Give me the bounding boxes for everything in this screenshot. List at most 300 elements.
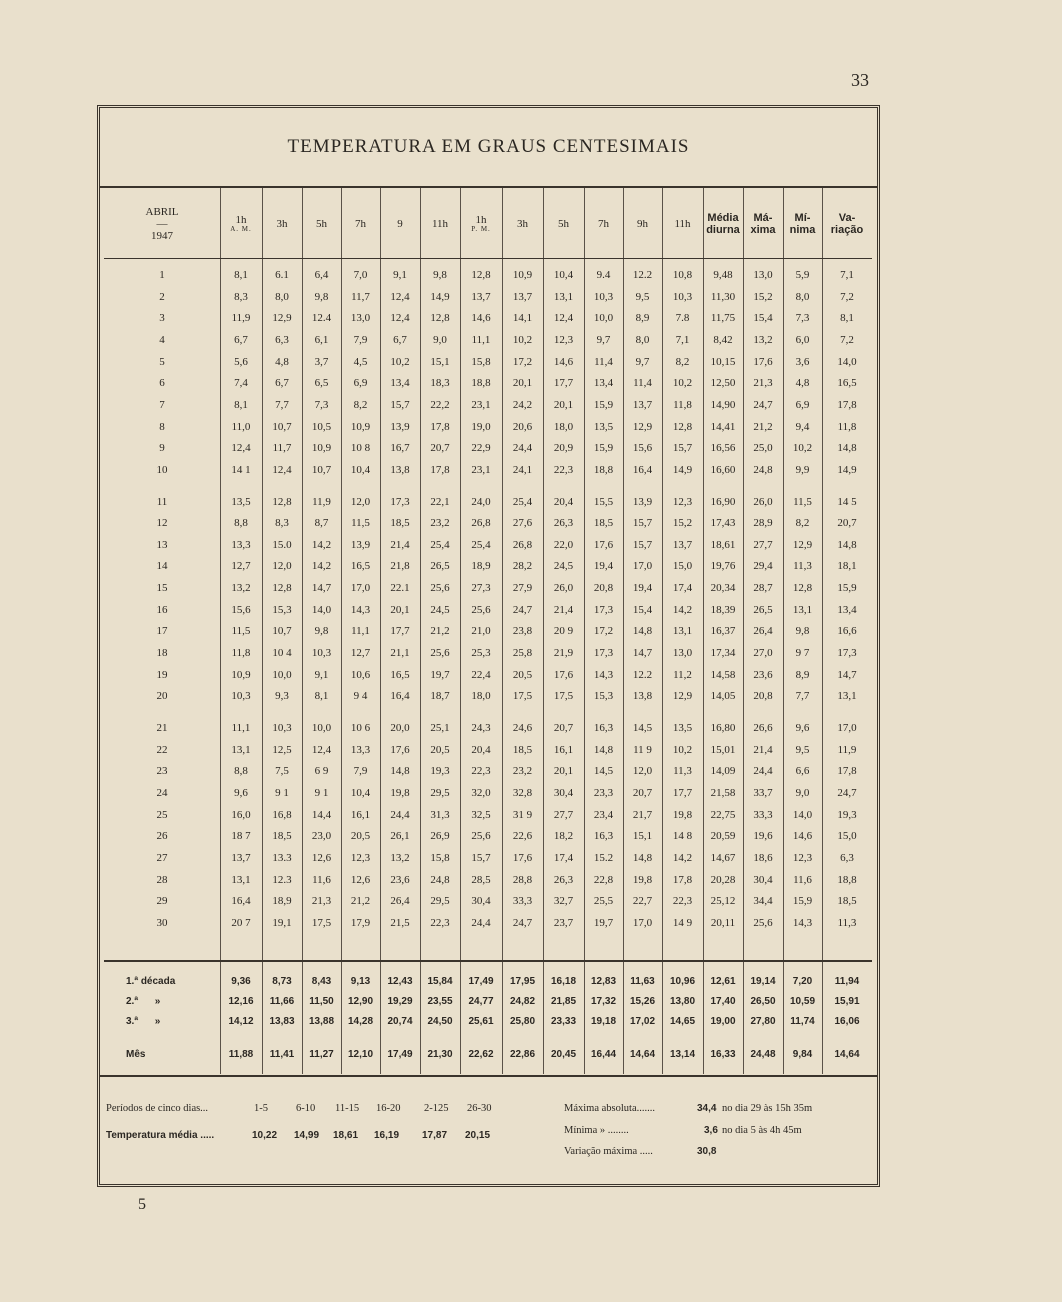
table-cell: 20,7: [837, 517, 857, 530]
day-label: 4: [159, 333, 165, 346]
summary-cell: 25,61: [468, 1016, 494, 1027]
period-mean-value: 20,15: [465, 1130, 491, 1141]
page-number: 33: [851, 70, 869, 90]
day-label: 24: [156, 786, 168, 799]
table-cell: 11,8: [837, 420, 857, 433]
table-cell: 23,6: [753, 668, 773, 681]
table-cell: 19,8: [390, 786, 410, 799]
column-header-label: 3h: [276, 217, 288, 230]
table-cell: 21,3: [753, 377, 773, 390]
table-cell: 8,1: [234, 269, 248, 281]
table-cell: 18,5: [272, 830, 292, 843]
day-label: 23: [156, 765, 168, 778]
table-cell: 18,9: [272, 895, 292, 908]
table-cell: 29,4: [753, 560, 773, 573]
table-cell: 17,2: [593, 625, 614, 638]
table-cell: 27,0: [753, 647, 773, 660]
table-cell: 15,8: [471, 355, 491, 368]
table-cell: 4,5: [353, 355, 368, 368]
table-cell: 23,8: [512, 625, 533, 638]
table-cell: 10,9: [512, 269, 533, 281]
table-cell: 12,3: [672, 495, 693, 508]
table-cell: 6.1: [275, 269, 289, 281]
table-cell: 15,7: [390, 398, 410, 411]
day-label: 10: [156, 463, 168, 476]
table-cell: 26,8: [471, 517, 491, 530]
table-cell: 7,0: [353, 269, 368, 281]
table-cell: 20,7: [430, 442, 450, 455]
table-cell: 19,1: [272, 916, 292, 929]
summary-cell: 15,26: [629, 996, 656, 1007]
summary-cell: 13,83: [269, 1016, 295, 1027]
summary-cell: 9,36: [231, 976, 251, 987]
table-cell: 18,8: [593, 463, 614, 476]
table-cell: 20,7: [553, 722, 574, 734]
table-cell: 20,8: [593, 582, 614, 595]
table-cell: 23,6: [390, 873, 410, 886]
table-cell: 32,8: [512, 786, 533, 799]
table-cell: 10,3: [672, 290, 693, 303]
period-range: 11-15: [335, 1103, 360, 1114]
table-cell: 8,9: [635, 312, 650, 325]
table-cell: 23,2: [512, 765, 533, 778]
table-cell: 25,1: [430, 722, 450, 734]
period-mean-value: 17,87: [422, 1130, 448, 1141]
table-cell: 16,4: [390, 690, 410, 703]
table-cell: 7,3: [795, 312, 810, 325]
table-cell: 12,5: [272, 743, 292, 756]
table-cell: 13,2: [753, 333, 773, 346]
day-label: 3: [159, 312, 165, 325]
table-cell: 8,8: [234, 765, 248, 778]
table-cell: 18,0: [553, 420, 574, 433]
table-cell: 15,9: [593, 442, 614, 455]
table-cell: 15,9: [792, 895, 813, 908]
table-cell: 16,60: [710, 463, 736, 476]
table-cell: 22,2: [430, 398, 450, 411]
table-cell: 11,3: [837, 916, 857, 929]
table-cell: 10,5: [311, 420, 332, 433]
table-cell: 21,0: [471, 625, 491, 638]
table-cell: 30,4: [553, 786, 574, 799]
table-cell: 13,7: [471, 290, 491, 303]
table-cell: 12,6: [311, 851, 332, 864]
table-cell: 12,8: [272, 495, 292, 508]
table-cell: 14,41: [710, 420, 736, 433]
table-cell: 12,7: [231, 560, 251, 573]
table-cell: 22,3: [553, 463, 574, 476]
table-cell: 12.2: [632, 668, 653, 681]
table-cell: 14,3: [350, 603, 371, 616]
table-cell: 10,2: [672, 377, 693, 390]
table-cell: 13,1: [792, 603, 813, 616]
table-cell: 8,8: [234, 517, 248, 530]
table-cell: 25,6: [430, 647, 450, 660]
table-cell: 10,8: [672, 269, 693, 281]
table-cell: 9,48: [713, 269, 733, 281]
table-cell: 18,5: [390, 517, 410, 530]
table-cell: 24,4: [471, 916, 491, 929]
table-cell: 9 1: [275, 786, 289, 799]
table-cell: 9,5: [795, 743, 810, 756]
table-cell: 16,4: [231, 895, 251, 908]
table-cell: 26,0: [553, 582, 574, 595]
summary-cell: 7,20: [792, 976, 813, 987]
table-cell: 15,0: [672, 560, 693, 573]
table-cell: 10,3: [231, 690, 251, 703]
table-cell: 12,7: [350, 647, 371, 660]
table-cell: 10 4: [272, 647, 292, 660]
summary-cell: 12,43: [387, 976, 413, 987]
table-cell: 21,2: [430, 625, 450, 638]
table-cell: 13,1: [553, 290, 574, 303]
day-label: 14: [156, 560, 168, 573]
table-cell: 11,5: [351, 517, 370, 530]
table-cell: 34,4: [753, 895, 773, 908]
summary-cell: 11,74: [790, 1016, 815, 1027]
column-header-sub: P. M.: [471, 225, 491, 234]
table-cell: 14,5: [593, 765, 614, 778]
table-cell: 6,5: [314, 377, 329, 390]
summary-cell: 20,45: [550, 1049, 577, 1060]
table-cell: 7,9: [353, 765, 368, 778]
table-cell: 12,4: [553, 312, 574, 325]
table-cell: 13,1: [837, 690, 857, 703]
table-cell: 18,3: [430, 377, 450, 390]
table-cell: 22,4: [471, 668, 491, 681]
table-cell: 14,5: [632, 722, 653, 734]
table-cell: 15,7: [632, 538, 653, 551]
table-cell: 18,5: [837, 895, 857, 908]
summary-cell: 10,96: [669, 976, 696, 987]
table-cell: 10,2: [672, 743, 693, 756]
table-cell: 6,3: [275, 333, 289, 346]
column-header-label: 1h: [475, 214, 487, 227]
summary-cell: 19,18: [590, 1016, 617, 1027]
day-label: 25: [156, 808, 168, 821]
table-cell: 11,8: [673, 398, 692, 411]
period-mean-value: 16,19: [374, 1130, 400, 1141]
table-cell: 8,9: [795, 668, 810, 681]
table-cell: 24,0: [471, 495, 491, 508]
table-cell: 25,4: [430, 538, 450, 551]
table-cell: 11,1: [351, 625, 370, 638]
day-label: 21: [156, 722, 168, 734]
table-cell: 25,6: [471, 603, 491, 616]
table-cell: 15,9: [837, 582, 857, 595]
column-header-label: Mí- nima: [789, 211, 816, 236]
table-cell: 24,6: [512, 722, 533, 734]
table-cell: 16,37: [710, 625, 736, 638]
column-header: [703, 190, 743, 258]
table-cell: 13,5: [231, 495, 251, 508]
table-cell: 13,4: [390, 377, 410, 390]
column-header: [104, 190, 220, 258]
day-label: 7: [159, 398, 165, 411]
table-cell: 26,3: [553, 517, 574, 530]
table-cell: 10,3: [311, 647, 332, 660]
table-cell: 32,7: [553, 895, 574, 908]
table-cell: 10,2: [390, 355, 410, 368]
day-label: 2: [159, 290, 165, 303]
table-cell: 16,0: [231, 808, 251, 821]
table-cell: 16,80: [710, 722, 736, 734]
table-cell: 15,8: [430, 851, 450, 864]
day-label: 27: [156, 851, 168, 864]
table-cell: 6,0: [795, 333, 810, 346]
table-cell: 23,0: [311, 830, 332, 843]
table-cell: 25,6: [430, 582, 450, 595]
table-cell: 9,3: [275, 690, 289, 703]
table-cell: 7,2: [840, 333, 854, 346]
table-cell: 14,6: [553, 355, 574, 368]
summary-cell: 12,83: [590, 976, 617, 987]
summary-cell: 19,00: [710, 1016, 736, 1027]
summary-cell: 24,77: [468, 996, 494, 1007]
table-cell: 20,34: [710, 582, 736, 595]
table-cell: 24,5: [430, 603, 450, 616]
table-cell: 10 6: [350, 722, 371, 734]
table-cell: 26,4: [753, 625, 773, 638]
table-cell: 18,9: [471, 560, 491, 573]
table-cell: 15,7: [471, 851, 491, 864]
table-cell: 25,5: [593, 895, 614, 908]
table-cell: 19,3: [837, 808, 857, 821]
table-cell: 14,6: [471, 312, 491, 325]
table-cell: 13,1: [672, 625, 693, 638]
day-label: 6: [159, 377, 165, 390]
table-cell: 12,4: [311, 743, 332, 756]
table-cell: 19,4: [632, 582, 653, 595]
table-cell: 10 8: [350, 442, 371, 455]
table-cell: 10,3: [593, 290, 614, 303]
table-cell: 33,3: [512, 895, 533, 908]
table-cell: 22.1: [390, 582, 410, 595]
table-cell: 17,6: [753, 355, 773, 368]
table-cell: 17,8: [430, 463, 450, 476]
table-cell: 11,7: [351, 290, 370, 303]
table-cell: 8,42: [713, 333, 733, 346]
table-cell: 24,5: [553, 560, 574, 573]
table-cell: 15,1: [430, 355, 450, 368]
table-cell: 9,6: [234, 786, 248, 799]
table-cell: 21,4: [390, 538, 410, 551]
table-cell: 17,3: [593, 603, 614, 616]
table-cell: 24,1: [512, 463, 533, 476]
table-cell: 14,1: [512, 312, 533, 325]
table-cell: 12,4: [231, 442, 251, 455]
table-cell: 21,2: [350, 895, 371, 908]
table-cell: 20,7: [632, 786, 653, 799]
summary-bottom-rule: [100, 1075, 877, 1077]
day-label: 13: [156, 538, 168, 551]
table-cell: 19,8: [632, 873, 653, 886]
table-cell: 6,4: [314, 269, 329, 281]
table-cell: 14 9: [672, 916, 693, 929]
table-cell: 21,1: [390, 647, 410, 660]
table-cell: 16,56: [710, 442, 736, 455]
table-cell: 20,6: [512, 420, 533, 433]
table-cell: 19,4: [593, 560, 614, 573]
summary-cell: 12,16: [228, 996, 254, 1007]
table-cell: 17,6: [593, 538, 614, 551]
table-cell: 7,1: [675, 333, 690, 346]
table-cell: 12,8: [672, 420, 693, 433]
table-cell: 9,5: [635, 290, 650, 303]
table-cell: 11,6: [312, 873, 331, 886]
table-cell: 14,09: [710, 765, 736, 778]
table-cell: 7,9: [353, 333, 368, 346]
summary-cell: 27,80: [750, 1016, 776, 1027]
column-header: [783, 190, 822, 258]
table-cell: 12,9: [632, 420, 653, 433]
table-cell: 16,1: [350, 808, 371, 821]
table-cell: 15,01: [710, 743, 736, 756]
table-cell: 14,4: [311, 808, 332, 821]
table-cell: 23,3: [593, 786, 614, 799]
table-cell: 11,30: [710, 290, 736, 303]
table-cell: 15,7: [632, 517, 653, 530]
table-cell: 13,8: [390, 463, 410, 476]
day-label: 16: [156, 603, 168, 616]
day-label: 1: [159, 269, 165, 281]
table-cell: 13,5: [672, 722, 693, 734]
table-cell: 18,8: [471, 377, 491, 390]
table-cell: 20,1: [512, 377, 533, 390]
table-cell: 11,1: [471, 333, 491, 346]
table-cell: 12,3: [350, 851, 371, 864]
table-cell: 17,5: [311, 916, 332, 929]
max-absolute-detail: no dia 29 às 15h 35m: [722, 1103, 813, 1114]
table-cell: 7,2: [840, 290, 854, 303]
table-cell: 14,0: [837, 355, 857, 368]
table-cell: 14 5: [837, 495, 857, 508]
table-cell: 25,6: [753, 916, 773, 929]
summary-cell: 11,94: [834, 976, 860, 987]
summary-cell: 11,50: [309, 996, 334, 1007]
column-header-label: 11h: [431, 217, 449, 230]
table-cell: 23,4: [593, 808, 614, 821]
table-cell: 27,3: [471, 582, 491, 595]
table-cell: 17,6: [553, 668, 574, 681]
table-cell: 12,9: [792, 538, 813, 551]
summary-cell: 11,63: [630, 976, 655, 987]
table-cell: 7,1: [840, 269, 854, 281]
table-cell: 25,0: [753, 442, 773, 455]
table-cell: 14,05: [710, 690, 736, 703]
period-range: 16-20: [376, 1103, 401, 1114]
table-cell: 26,8: [512, 538, 533, 551]
table-cell: 28,5: [471, 873, 491, 886]
summary-cell: 12,90: [347, 996, 374, 1007]
table-cell: 10,0: [272, 668, 292, 681]
table-cell: 18,5: [512, 743, 533, 756]
table-cell: 20,5: [350, 830, 371, 843]
table-cell: 13,9: [350, 538, 371, 551]
table-cell: 12,50: [710, 377, 736, 390]
table-cell: 11 9: [633, 743, 652, 756]
table-cell: 19,7: [593, 916, 614, 929]
table-cell: 12,8: [792, 582, 813, 595]
table-cell: 17,3: [390, 495, 410, 508]
column-header: [584, 190, 623, 258]
min-absolute-detail: no dia 5 às 4h 45m: [722, 1125, 802, 1136]
summary-cell: 16,18: [550, 976, 577, 987]
summary-label: 2.ª »: [126, 996, 161, 1007]
table-cell: 14,0: [311, 603, 332, 616]
table-cell: 14,7: [311, 582, 332, 595]
table-cell: 3,6: [795, 355, 810, 368]
table-cell: 23,2: [430, 517, 450, 530]
table-cell: 15,3: [272, 603, 292, 616]
table-cell: 14,2: [672, 851, 693, 864]
table-cell: 21,2: [753, 420, 773, 433]
table-cell: 17,3: [593, 647, 614, 660]
table-cell: 10,3: [272, 722, 292, 734]
table-cell: 12,4: [390, 312, 410, 325]
summary-cell: 20,74: [387, 1016, 413, 1027]
summary-cell: 19,14: [750, 976, 776, 987]
table-cell: 9,8: [314, 625, 329, 638]
table-cell: 24,8: [753, 463, 773, 476]
summary-cell: 8,43: [311, 976, 332, 987]
column-header-label: 7h: [355, 217, 366, 230]
table-cell: 17,7: [672, 786, 693, 799]
table-cell: 10,4: [350, 463, 371, 476]
table-cell: 18,1: [837, 560, 857, 573]
footer-number: 5: [138, 1196, 146, 1213]
table-cell: 13,0: [350, 312, 371, 325]
table-cell: 16,3: [593, 830, 614, 843]
day-label: 5: [159, 355, 165, 368]
table-cell: 15,2: [672, 517, 693, 530]
period-range: 26-30: [467, 1103, 492, 1114]
table-cell: 10,2: [792, 442, 813, 455]
table-cell: 13,0: [672, 647, 693, 660]
table-cell: 13,2: [231, 582, 251, 595]
summary-cell: 14,64: [834, 1049, 860, 1060]
table-cell: 17,0: [632, 560, 653, 573]
table-cell: 20,8: [753, 690, 773, 703]
table-cell: 8,2: [675, 355, 690, 368]
table-cell: 14,3: [593, 668, 614, 681]
table-cell: 14,8: [837, 442, 857, 455]
table-cell: 8,0: [275, 290, 289, 303]
period-mean-value: 18,61: [333, 1130, 359, 1141]
summary-cell: 21,30: [427, 1049, 453, 1060]
table-cell: 7,7: [275, 398, 289, 411]
day-label: 17: [156, 625, 168, 638]
table-cell: 17,8: [837, 398, 857, 411]
summary-cell: 12,61: [710, 976, 736, 987]
table-cell: 10,15: [710, 355, 736, 368]
table-cell: 22,6: [512, 830, 533, 843]
column-header: [380, 190, 420, 258]
table-cell: 19,0: [471, 420, 491, 433]
table-cell: 17,3: [837, 647, 857, 660]
table-cell: 15,2: [753, 290, 773, 303]
table-cell: 16,7: [390, 442, 410, 455]
table-cell: 25,8: [512, 647, 533, 660]
table-cell: 8,1: [314, 690, 329, 703]
column-header: [262, 190, 302, 258]
table-cell: 14,6: [792, 830, 813, 843]
summary-cell: 22,86: [509, 1049, 536, 1060]
title-box: [100, 108, 877, 186]
table-cell: 26,0: [753, 495, 773, 508]
table-cell: 17,8: [837, 765, 857, 778]
table-cell: 32,5: [471, 808, 491, 821]
